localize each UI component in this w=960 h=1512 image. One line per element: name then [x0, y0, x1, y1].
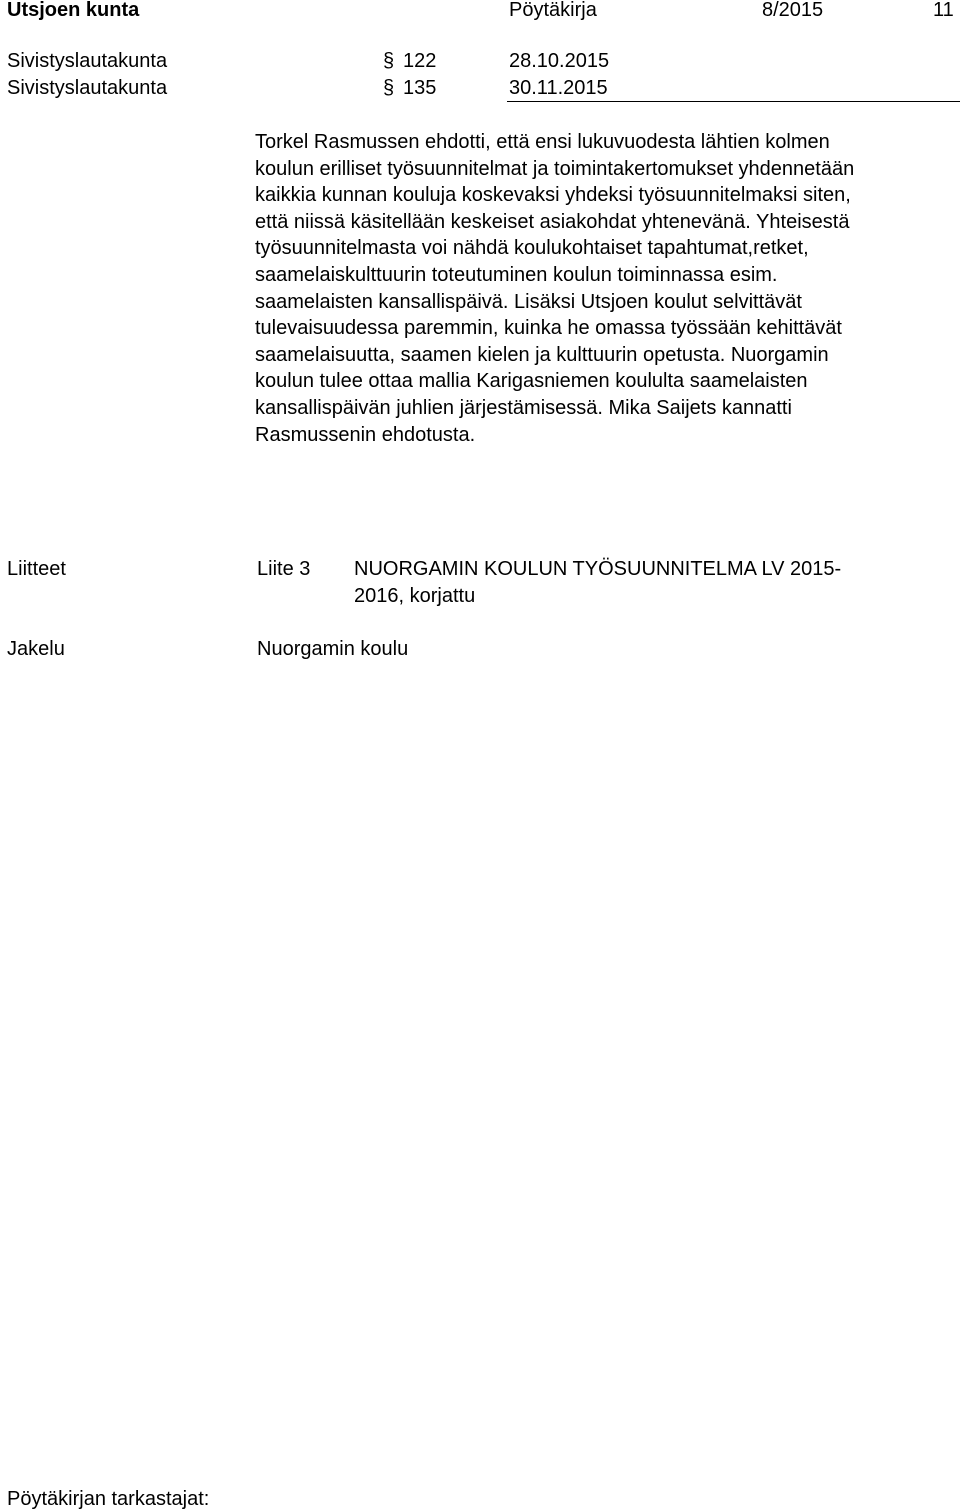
body-line: tulevaisuudessa paremmin, kuinka he omassa työssään kehittävät	[255, 317, 842, 340]
reference-section: 135	[403, 77, 437, 99]
reference-body: Sivistyslautakunta	[7, 50, 168, 72]
attachment-title-continued: 2016, korjattu	[354, 585, 476, 607]
body-line: koulun erilliset työsuunnitelmat ja toimintakertomukset yhdennetään	[255, 157, 855, 180]
distribution-label: Jakelu	[7, 638, 65, 660]
attachments-label: Liitteet	[7, 558, 66, 580]
page-number: 11	[933, 0, 954, 21]
reference-section: 122	[403, 50, 437, 72]
body-line: saamelaisuutta, saamen kielen ja kulttuurin opetusta. Nuorgamin	[255, 343, 829, 366]
minutes-checkers-label: Pöytäkirjan tarkastajat:	[7, 1488, 210, 1510]
body-line: Rasmussenin ehdotusta.	[255, 423, 476, 446]
body-line: työsuunnitelmasta voi nähdä koulukohtaiset tapahtumat,retket,	[255, 237, 809, 260]
municipality-name: Utsjoen kunta	[7, 0, 140, 21]
reference-body: Sivistyslautakunta	[7, 77, 168, 99]
body-line: saamelaisten kansallispäivä. Lisäksi Utsjoen koulut selvittävät	[255, 290, 802, 313]
attachment-ref: Liite 3	[257, 558, 311, 580]
body-line: että niissä käsitellään keskeiset asiakohdat yhtenevänä. Yhteisestä	[255, 210, 850, 233]
header-rule	[507, 101, 960, 102]
section-symbol: §	[383, 50, 395, 72]
document-type: Pöytäkirja	[509, 0, 597, 21]
body-paragraph	[255, 129, 955, 448]
attachment-title: NUORGAMIN KOULUN TYÖSUUNNITELMA LV 2015-	[354, 558, 842, 580]
body-line: saamelaiskulttuurin toteutuminen koulun toiminnassa esim.	[255, 263, 778, 286]
body-line: kaikkia kunnan kouluja koskevaksi yhdeksi työsuunnitelmaksi siten,	[255, 184, 851, 207]
body-line: koulun tulee ottaa mallia Karigasniemen koululta saamelaisten	[255, 370, 808, 393]
distribution-value: Nuorgamin koulu	[257, 638, 409, 660]
body-line: Torkel Rasmussen ehdotti, että ensi lukuvuodesta lähtien kolmen	[255, 131, 830, 153]
section-symbol: §	[383, 77, 395, 99]
reference-date: 28.10.2015	[509, 50, 610, 72]
body-line: kansallispäivän juhlien järjestämisessä. Mika Saijets kannatti	[255, 396, 792, 419]
document-number: 8/2015	[762, 0, 824, 21]
reference-date: 30.11.2015	[509, 77, 608, 99]
